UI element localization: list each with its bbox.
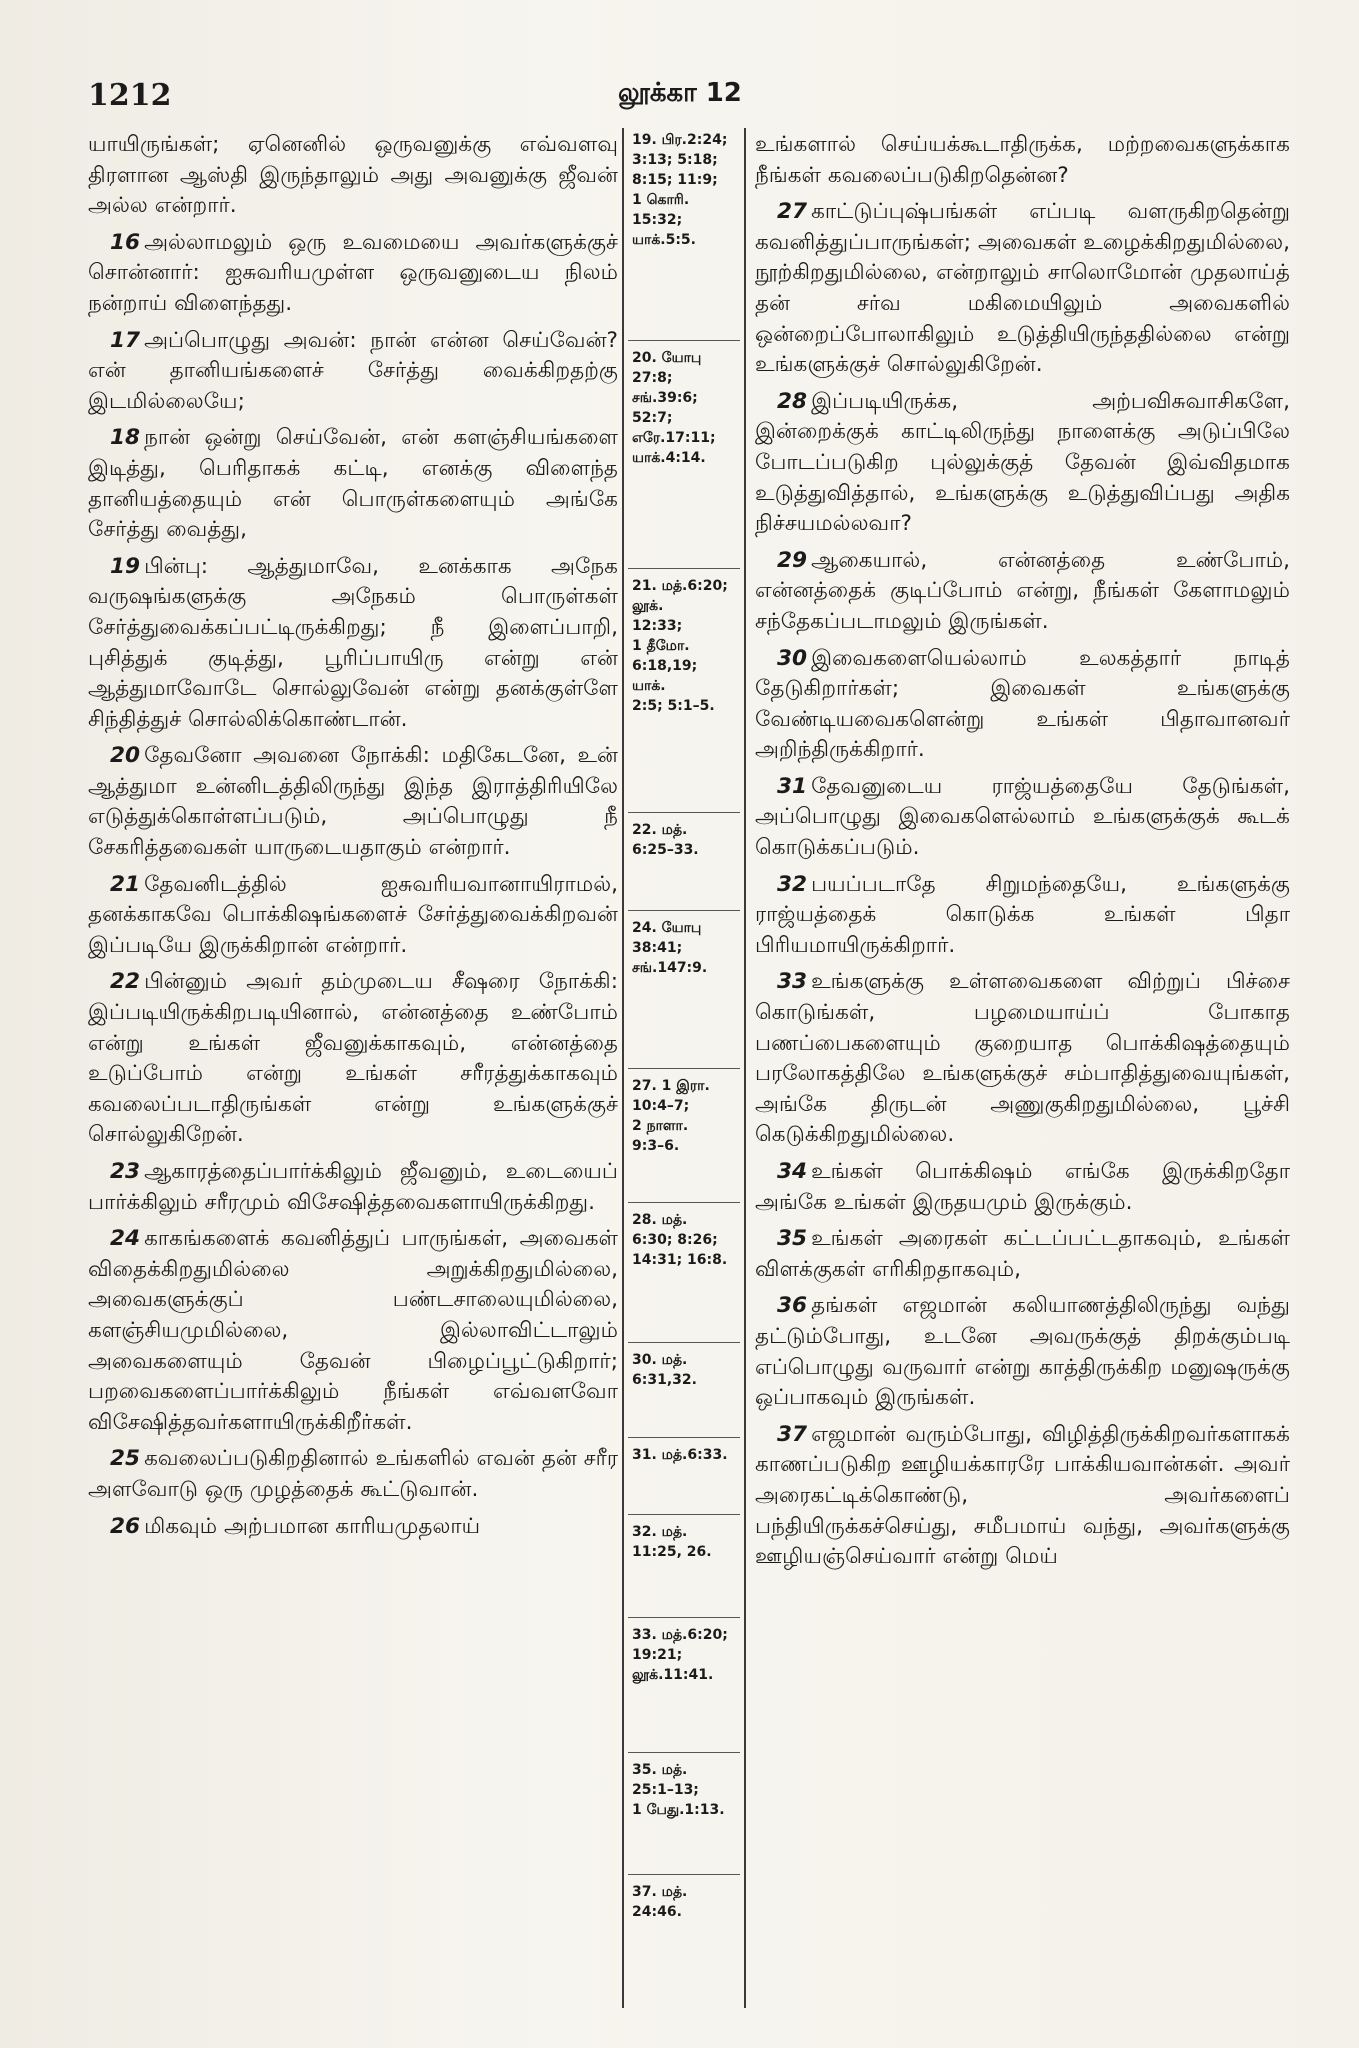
cross-reference-line: 33. மத்.6:20; (632, 1627, 728, 1643)
verse-text: இப்படியிருக்க, அற்பவிசுவாசிகளே, இன்றைக்குக் காட்டிலிருந்து நாளைக்கு அடுப்பிலே போடப்படுகிற புல்லுக்குத் தேவன் இவ்விதமாக உடுத்துவித்தால், உங்களுக்கு உடுத்துவிப்பது அதிக நிச்சயமல்லவா? (755, 388, 1290, 537)
reference-separator (628, 1437, 740, 1438)
cross-reference-line: 14:31; 16:8. (632, 1252, 728, 1268)
verse-number: 32 (777, 871, 808, 897)
verse (88, 1224, 618, 1438)
verse (755, 870, 1290, 962)
verse-number: 26 (110, 1513, 141, 1539)
cross-reference-line: லூக்.11:41. (632, 1667, 714, 1683)
verse-text: கவலைப்படுகிறதினால் உங்களில் எவன் தன் சரீர அளவோடு ஒரு முழத்தைக் கூட்டுவான். (88, 1446, 618, 1502)
verse-text: உங்கள் பொக்கிஷம் எங்கே இருக்கிறதோ அங்கே உங்கள் இருதயமும் இருக்கும். (755, 1159, 1290, 1215)
cross-reference (632, 1625, 740, 1685)
verse (755, 1420, 1290, 1573)
verse (755, 197, 1290, 381)
cross-reference-line: 6:31,32. (632, 1372, 697, 1388)
verse (755, 130, 1290, 191)
verse-number: 20 (110, 743, 141, 769)
cross-reference (632, 576, 740, 716)
cross-reference-line: யாக். (632, 678, 666, 694)
verse-number: 27 (777, 199, 808, 225)
column-rule-left (622, 128, 624, 2008)
verse-text: பின்பு: ஆத்துமாவே, உனக்காக அநேக வருஷங்களுக்கு அநேகம் பொருள்கள் சேர்த்துவைக்கப்பட்டிருக்கிறது; நீ இளைப்பாறி, புசித்துக் குடித்து, பூரிப்பாயிரு என்று என் ஆத்துமாவோடே சொல்லுவேன் என்று தனக்குள்ளே சிந்தித்துச் சொல்லிக்கொண்டான். (88, 553, 618, 732)
verse-text: பயப்படாதே சிறுமந்தையே, உங்களுக்கு ராஜ்யத்தைக் கொடுக்க உங்கள் பிதா பிரியமாயிருக்கிறார். (755, 871, 1290, 958)
verse-number: 34 (777, 1159, 808, 1184)
right-text-column (755, 130, 1290, 1579)
verse-text: யாயிருங்கள்; ஏனெனில் ஒருவனுக்கு எவ்வளவு திரளான ஆஸ்தி இருந்தாலும் அது அவனுக்கு ஜீவன் அல்ல என்றார். (88, 132, 618, 219)
verse-number: 28 (777, 388, 808, 414)
verse-number: 24 (110, 1226, 141, 1252)
cross-reference-line: 20. யோபு (632, 350, 702, 366)
cross-reference (632, 1210, 740, 1270)
verse (88, 1444, 618, 1505)
verse (88, 552, 618, 736)
cross-reference-line: 31. மத்.6:33. (632, 1447, 728, 1463)
verse (755, 772, 1290, 864)
page-header (88, 78, 1289, 118)
verse-text: அப்பொழுது அவன்: நான் என்ன செய்வேன்? என் தானியங்களைச் சேர்த்து வைக்கிறதற்கு இடமில்லையே; (88, 327, 618, 414)
verse-number: 31 (777, 773, 808, 799)
verse (88, 967, 618, 1151)
verse-text: பின்னும் அவர் தம்முடைய சீஷரை நோக்கி: இப்படியிருக்கிறபடியினால், என்னத்தை உண்போம் என்று உங்கள் ஜீவனுக்காகவும், என்னத்தை உடுப்போம் என்று உங்கள் சரீரத்துக்காகவும் கவலைப்படாதிருங்கள் என்று உங்களுக்குச் சொல்லுகிறேன். (88, 969, 618, 1148)
cross-reference-line: 3:13; 5:18; (632, 152, 718, 168)
verse (755, 1157, 1290, 1218)
cross-reference (632, 1076, 740, 1156)
verse-number: 16 (110, 229, 141, 255)
verse-number: 36 (777, 1293, 808, 1319)
reference-separator (628, 1617, 740, 1618)
cross-reference-line: 1 கொரி. (632, 192, 690, 208)
verse-number: 35 (777, 1226, 808, 1252)
cross-reference-line: 8:15; 11:9; (632, 172, 718, 188)
reference-separator (628, 340, 740, 341)
verse-text: நான் ஒன்று செய்வேன், என் களஞ்சியங்களை இடித்து, பெரிதாகக் கட்டி, எனக்கு விளைந்த தானியத்தையும் என் பொருள்களையும் அங்கே சேர்த்து வைத்து, (88, 425, 618, 543)
cross-reference (632, 820, 740, 860)
verse-number: 22 (110, 969, 141, 995)
verse (88, 870, 618, 962)
reference-separator (628, 1068, 740, 1069)
cross-reference-line: 27:8; (632, 370, 673, 386)
verse (88, 130, 618, 222)
cross-reference-line: 6:25–33. (632, 842, 699, 858)
cross-reference-line: 21. மத்.6:20; (632, 578, 728, 594)
verse-number: 30 (777, 645, 808, 671)
cross-reference-line: 19:21; (632, 1647, 683, 1663)
verse (755, 644, 1290, 766)
cross-reference-line: 10:4–7; (632, 1098, 690, 1114)
running-head: லூக்கா 12 (618, 78, 742, 108)
cross-reference-line: 9:3–6. (632, 1138, 680, 1154)
cross-reference-line: 30. மத். (632, 1352, 688, 1368)
verse (88, 1512, 618, 1543)
verse-number: 29 (777, 547, 808, 573)
cross-reference-line: 37. மத். (632, 1884, 688, 1900)
verse-number: 33 (777, 969, 808, 995)
cross-reference (632, 348, 740, 468)
page-number: 1212 (88, 78, 172, 113)
cross-reference-line: லூக். (632, 598, 664, 614)
verse-number: 25 (110, 1446, 141, 1472)
cross-reference-line: 24:46. (632, 1904, 682, 1920)
verse (88, 423, 618, 545)
verse (755, 546, 1290, 638)
cross-reference-line: 6:30; 8:26; (632, 1232, 718, 1248)
verse-text: உங்கள் அரைகள் கட்டப்பட்டதாகவும், உங்கள் விளக்குகள் எரிகிறதாகவும், (755, 1226, 1290, 1282)
verse-text: அல்லாமலும் ஒரு உவமையை அவர்களுக்குச் சொன்னார்: ஐசுவரியமுள்ள ஒருவனுடைய நிலம் நன்றாய் விளைந்தது. (88, 229, 618, 316)
verse-number: 19 (110, 553, 141, 579)
verse (755, 967, 1290, 1151)
cross-reference-line: 2:5; 5:1–5. (632, 698, 715, 714)
cross-reference (632, 1522, 740, 1562)
verse-text: ஆகையால், என்னத்தை உண்போம், என்னத்தைக் குடிப்போம் என்று, நீங்கள் கேளாமலும் சந்தேகப்படாமலும் இருங்கள். (755, 547, 1290, 634)
cross-reference-line: 32. மத். (632, 1524, 688, 1540)
reference-separator (628, 568, 740, 569)
verse-text: உங்களுக்கு உள்ளவைகளை விற்றுப் பிச்சை கொடுங்கள், பழமையாய்ப் போகாத பணப்பைகளையும் குறையாத பொக்கிஷத்தையும் பரலோகத்திலே உங்களுக்குச் சம்பாதித்துவையுங்கள், அங்கே திருடன் அணுகுகிறதுமில்லை, பூச்சி கெடுக்கிறதுமில்லை. (755, 969, 1290, 1148)
verse (88, 1157, 618, 1218)
verse-text: காகங்களைக் கவனித்துப் பாருங்கள், அவைகள் விதைக்கிறதுமில்லை அறுக்கிறதுமில்லை, அவைகளுக்குப் பண்டசாலையுமில்லை, களஞ்சியமுமில்லை, இல்லாவிட்டாலும் அவைகளையும் தேவன் பிழைப்பூட்டுகிறார்; பறவைகளைப்பார்க்கிலும் நீங்கள் எவ்வளவோ விசேஷித்தவர்களாயிருக்கிறீர்கள். (88, 1226, 618, 1435)
cross-reference (632, 1445, 740, 1465)
column-rule-right (744, 128, 746, 2008)
cross-reference-line: 38:41; (632, 940, 683, 956)
verse-number: 23 (110, 1159, 141, 1184)
cross-reference-line: 6:18,19; (632, 658, 698, 674)
verse (88, 228, 618, 320)
reference-separator (628, 1874, 740, 1875)
verse (755, 1291, 1290, 1413)
cross-reference (632, 130, 740, 250)
verse (755, 1224, 1290, 1285)
verse-text: ஆகாரத்தைப்பார்க்கிலும் ஜீவனும், உடையைப் பார்க்கிலும் சரீரமும் விசேஷித்தவைகளாயிருக்கிறது. (88, 1159, 618, 1215)
verse-number: 18 (110, 425, 141, 451)
reference-separator (628, 1514, 740, 1515)
cross-reference (632, 1882, 740, 1922)
cross-reference-line: யாக்.4:14. (632, 450, 706, 466)
cross-reference-line: 19. பிர.2:24; (632, 132, 728, 148)
cross-reference (632, 1760, 740, 1820)
cross-reference-line: 15:32; (632, 212, 683, 228)
verse-text: தேவனிடத்தில் ஐசுவரியவானாயிராமல், தனக்காகவே பொக்கிஷங்களைச் சேர்த்துவைக்கிறவன் இப்படியே இருக்கிறான் என்றார். (88, 871, 618, 958)
cross-reference-line: 12:33; (632, 618, 683, 634)
reference-separator (628, 1202, 740, 1203)
reference-separator (628, 1342, 740, 1343)
cross-reference-line: 35. மத். (632, 1762, 688, 1778)
cross-reference-line: 25:1–13; (632, 1782, 699, 1798)
reference-separator (628, 1752, 740, 1753)
cross-reference-line: 2 நாளா. (632, 1118, 689, 1134)
cross-reference-line: 1 தீமோ. (632, 638, 690, 654)
verse-text: மிகவும் அற்பமான காரியமுதலாய் (144, 1513, 481, 1539)
reference-separator (628, 910, 740, 911)
verse (88, 326, 618, 418)
cross-reference-line: 11:25, 26. (632, 1544, 712, 1560)
verse-text: தேவனுடைய ராஜ்யத்தையே தேடுங்கள், அப்பொழுது இவைகளெல்லாம் உங்களுக்குக் கூடக் கொடுக்கப்படும். (755, 773, 1290, 861)
verse-text: தேவனோ அவனை நோக்கி: மதிகேடனே, உன் ஆத்துமா உன்னிடத்திலிருந்து இந்த இராத்திரியிலே எடுத்துக்கொள்ளப்படும், அப்பொழுது நீ சேகரித்தவைகள் யாருடையதாகும் என்றார். (88, 743, 618, 861)
verse (88, 741, 618, 863)
cross-reference-line: 24. யோபு (632, 920, 702, 936)
cross-reference-line: 27. 1 இரா. (632, 1078, 710, 1094)
verse-text: உங்களால் செய்யக்கூடாதிருக்க, மற்றவைகளுக்காக நீங்கள் கவலைப்படுகிறதென்ன? (755, 132, 1290, 188)
cross-reference-line: 22. மத். (632, 822, 688, 838)
verse-number: 37 (777, 1421, 808, 1447)
verse-text: தங்கள் எஜமான் கலியாணத்திலிருந்து வந்து தட்டும்போது, உடனே அவருக்குத் திறக்கும்படி எப்பொழுது வருவார் என்று காத்திருக்கிற மனுஷருக்கு ஒப்பாகவும் இருங்கள். (755, 1293, 1290, 1411)
cross-reference (632, 918, 740, 978)
cross-reference-line: 1 பேது.1:13. (632, 1802, 725, 1818)
verse-number: 17 (110, 327, 141, 353)
cross-reference-line: யாக்.5:5. (632, 232, 696, 248)
verse-text: எஜமான் வரும்போது, விழித்திருக்கிறவர்களாகக் காணப்படுகிற ஊழியக்காரரே பாக்கியவான்கள். அவர் அரைகட்டிக்கொண்டு, அவர்களைப் பந்தியிருக்கச்செய்து, சமீபமாய் வந்து, அவர்களுக்கு ஊழியஞ்செய்வார் என்று மெய் (755, 1421, 1290, 1570)
left-text-column (88, 130, 618, 1548)
cross-reference-line: 52:7; (632, 410, 673, 426)
verse (755, 387, 1290, 540)
verse-text: காட்டுப்புஷ்பங்கள் எப்படி வளருகிறதென்று கவனித்துப்பாருங்கள்; அவைகள் உழைக்கிறதுமில்லை, நூற்கிறதுமில்லை, என்றாலும் சாலொமோன் முதலாய்த் தன் சர்வ மகிமையிலும் அவைகளில் ஒன்றைப்போலாகிலும் உடுத்தியிருந்ததில்லை என்று உங்களுக்குச் சொல்லுகிறேன். (755, 199, 1290, 378)
cross-reference-line: சங்.39:6; (632, 390, 698, 406)
verse-number: 21 (110, 871, 141, 897)
cross-reference-line: சங்.147:9. (632, 960, 708, 976)
reference-separator (628, 812, 740, 813)
cross-reference-line: 28. மத். (632, 1212, 688, 1228)
cross-reference-line: எரே.17:11; (632, 430, 716, 446)
cross-reference (632, 1350, 740, 1390)
verse-text: இவைகளையெல்லாம் உலகத்தார் நாடித் தேடுகிறார்கள்; இவைகள் உங்களுக்கு வேண்டியவைகளென்று உங்கள் பிதாவானவர் அறிந்திருக்கிறார். (755, 645, 1290, 763)
